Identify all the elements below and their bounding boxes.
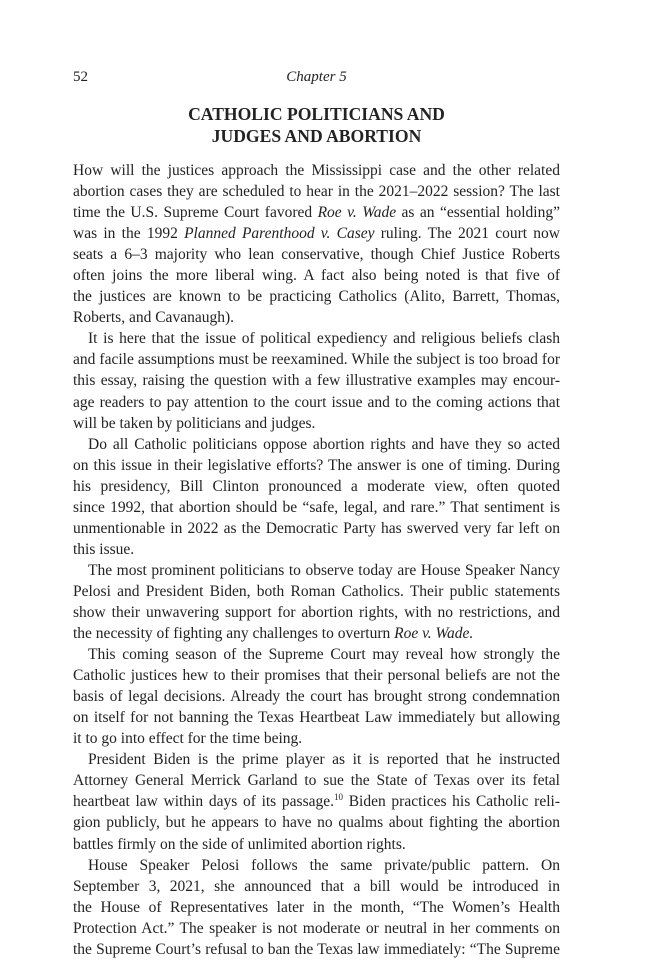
text-segment: President Biden is the prime player as it is reported that he instructed (88, 751, 560, 769)
text-segment: House Speaker Pelosi follows the same private/public pattern. On (88, 856, 560, 874)
text-segment: since 1992, that abortion should be “safe, legal, and rare.” That sentiment is (73, 498, 560, 516)
text-segment: and facile assumptions must be reexamined. While the subject is too broad for (73, 351, 560, 369)
text-line (73, 855, 560, 876)
text-line (73, 812, 560, 833)
text-segment: the justices are known to be practicing Catholics (Alito, Barrett, Thomas, (73, 288, 560, 306)
italic-text: Roe v. Wade (317, 204, 397, 222)
text-segment: age readers to pay attention to the court issue and to the coming actions that (73, 393, 560, 411)
running-head: Chapter 5 (286, 69, 347, 85)
text-segment: ruling. The 2021 court now (374, 225, 560, 243)
italic-text: Roe v. Wade. (394, 625, 474, 643)
page-number: 52 (73, 69, 88, 85)
text-line (73, 370, 560, 391)
text-segment: it to go into effect for the time being. (73, 730, 303, 748)
text-segment: often joins the more liberal wing. A fact also being noted is that five of (73, 267, 560, 285)
text-line (73, 413, 560, 434)
text-line (73, 539, 560, 560)
text-segment: this issue. (73, 540, 135, 558)
text-line (73, 644, 560, 665)
text-line (73, 581, 560, 602)
text-line (73, 497, 560, 518)
text-segment: this essay, raising the question with a few illustrative examples may encour- (73, 372, 560, 390)
section-title (73, 104, 560, 147)
text-line (73, 897, 560, 918)
text-segment: battles firmly on the side of unlimited abortion rights. (73, 835, 406, 853)
section-title-line: JUDGES AND ABORTION (211, 125, 422, 146)
text-line (73, 181, 560, 202)
text-line (73, 876, 560, 897)
text-line (73, 392, 560, 413)
text-segment: his presidency, Bill Clinton pronounced a moderate view, often quoted (73, 477, 560, 495)
text-segment: September 3, 2021, she announced that a bill would be introduced in (73, 877, 560, 895)
text-segment: the House of Representatives later in the month, “The Women’s Health (73, 898, 560, 916)
text-segment: Catholic justices hew to their promises that their personal beliefs are not the (73, 667, 560, 685)
text-line (73, 349, 560, 370)
text-segment: unmentionable in 2022 as the Democratic Party has swerved very far left on (73, 519, 560, 537)
text-line (73, 160, 560, 181)
text-segment: the necessity of fighting any challenges to overturn (73, 625, 395, 643)
text-line (73, 328, 560, 349)
text-line (73, 223, 560, 244)
footnote-marker: 10 (334, 792, 343, 803)
body-text (73, 160, 560, 960)
text-segment: was in the 1992 (73, 225, 185, 243)
text-line (73, 602, 560, 623)
text-segment: Attorney General Merrick Garland to sue the State of Texas over its fetal (73, 772, 560, 790)
text-line (73, 707, 560, 728)
text-segment: Do all Catholic politicians oppose abortion rights and have they so acted (88, 435, 560, 453)
text-segment: Pelosi and President Biden, both Roman Catholics. Their public statements (73, 582, 560, 600)
text-line (73, 939, 560, 960)
text-segment: How will the justices approach the Mississippi case and the other related (73, 162, 560, 179)
italic-text: Planned Parenthood v. Casey (184, 225, 375, 243)
text-line (73, 560, 560, 581)
text-line (73, 244, 560, 265)
text-line (73, 265, 560, 286)
text-line (73, 518, 560, 539)
text-segment: time the U.S. Supreme Court favored (73, 204, 318, 222)
text-segment: Protection Act.” The speaker is not moderate or neutral in her comments on (73, 919, 560, 937)
text-line (73, 202, 560, 223)
text-line (73, 728, 560, 749)
text-line (73, 686, 560, 707)
text-line (73, 476, 560, 497)
text-segment: gion publicly, but he appears to have no qualms about fighting the abortion (73, 814, 560, 832)
text-segment: will be taken by politicians and judges. (73, 414, 316, 432)
text-segment: The most prominent politicians to observe today are House Speaker Nancy (88, 561, 560, 579)
text-line (73, 770, 560, 791)
page-header (73, 69, 560, 89)
text-line (73, 918, 560, 939)
text-segment: the Supreme Court’s refusal to ban the Texas law immediately: “The Supreme (73, 940, 560, 958)
text-line (73, 834, 560, 855)
text-segment: show their unwavering support for abortion rights, with no restrictions, and (73, 603, 560, 621)
text-segment: on itself for not banning the Texas Heartbeat Law immediately but allowing (73, 709, 560, 727)
text-segment: It is here that the issue of political expediency and religious beliefs clash (88, 330, 560, 348)
text-segment: seats a 6–3 majority who lean conservative, though Chief Justice Roberts (73, 246, 560, 264)
text-segment: as an “essential holding” (396, 204, 560, 222)
text-segment: This coming season of the Supreme Court may reveal how strongly the (88, 646, 560, 664)
text-line (73, 623, 560, 644)
text-line (73, 286, 560, 307)
text-segment: abortion cases they are scheduled to hear in the 2021–2022 session? The last (73, 183, 560, 201)
text-segment: Biden practices his Catholic reli- (343, 793, 560, 811)
section-title-line: CATHOLIC POLITICIANS AND (188, 104, 445, 124)
text-line (73, 665, 560, 686)
text-line (73, 307, 560, 328)
text-line (73, 455, 560, 476)
text-segment: on this issue in their legislative efforts? The answer is one of timing. During (73, 456, 560, 474)
text-segment: Roberts, and Cavanaugh). (73, 309, 234, 327)
text-line (73, 749, 560, 770)
text-segment: basis of legal decisions. Already the court has brought strong condemnation (73, 688, 560, 706)
text-line (73, 791, 560, 812)
text-segment: heartbeat law within days of its passage. (73, 793, 334, 811)
text-line (73, 434, 560, 455)
